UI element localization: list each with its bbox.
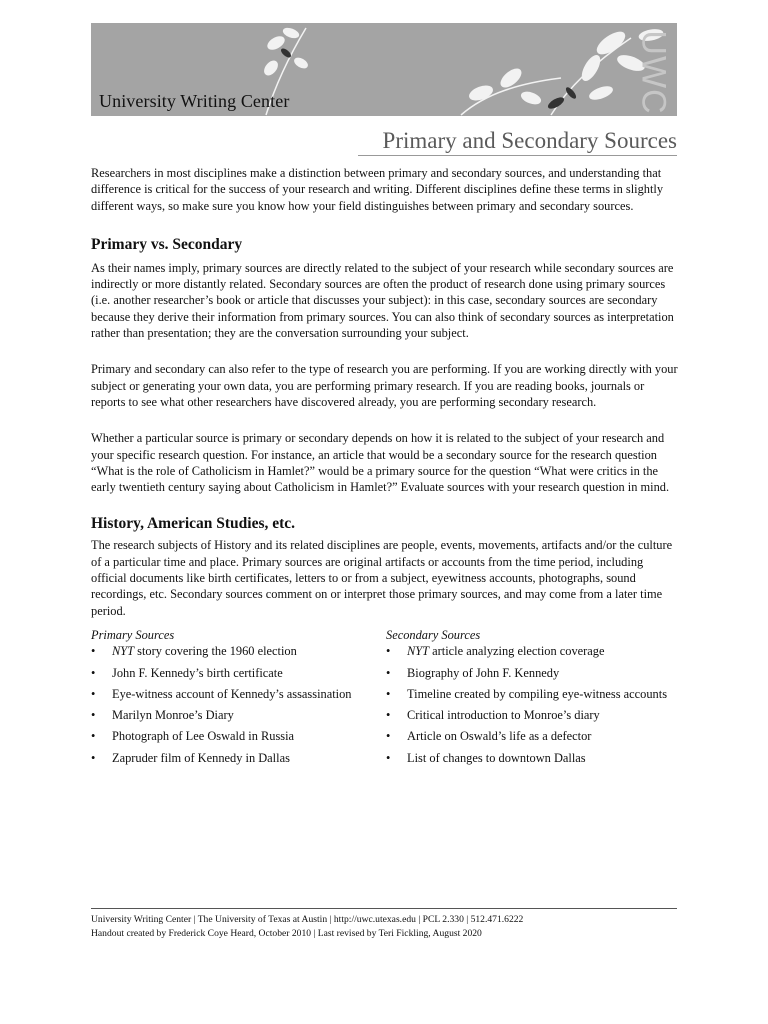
list-item: • Critical introduction to Monroe’s diary [386,707,681,723]
primary-sources-heading: Primary Sources [91,627,175,642]
section-heading-history: History, American Studies, etc. [91,515,296,533]
section1-paragraph-2: Primary and secondary can also refer to the type of research you are performing. If you are working directly with your subject or generating your own data, you are performing primary research. If you are reading books, journals or reports to see what other researchers have discovered already, you are performing secondary research. [91,362,678,409]
title-rule [358,155,677,156]
sources-columns [91,627,681,771]
footer [91,913,523,941]
footer-rule [91,908,677,909]
uwc-logo: UWC [634,30,673,115]
list-item: • NYT article analyzing election coverage [386,643,681,659]
footer-contact-line: University Writing Center | The University of Texas at Austin | http://uwc.utexas.edu | PCL 2.330 | 512.471.6222 [91,914,524,925]
list-item: • List of changes to downtown Dallas [386,750,681,766]
header-banner [91,23,677,116]
list-item: • Article on Oswald’s life as a defector [386,728,681,744]
primary-sources-column [91,627,386,771]
section2-paragraph: The research subjects of History and its related disciplines are people, events, movements, artifacts and/or the culture of a particular time and place. Primary sources are original artifacts or accounts from the time period, including official documents like birth certificates, letters to or from a subject, eyewitness accounts, photographs, sound recordings, etc. Secondary sources comment on or interpret those primary sources, and may come from a later time period. [91,538,673,618]
org-name: University Writing Center [99,91,290,111]
list-item: • Biography of John F. Kennedy [386,665,681,681]
section1-paragraph-1: As their names imply, primary sources are directly related to the subject of your research while secondary sources are indirectly or more distantly related. Secondary sources are often the product of research done using primary sources (i.e. another researcher’s book or article that discusses your subject): in this case, secondary sources are secondary because they derive their information from primary sources. You can also think of secondary sources as interpretation rather than presentation; they are the conversation surrounding your subject. [91,260,674,341]
list-item: • Photograph of Lee Oswald in Russia [91,728,386,744]
list-item: • John F. Kennedy’s birth certificate [91,665,386,681]
list-item: • Zapruder film of Kennedy in Dallas [91,750,386,766]
footer-credit-line: Handout created by Frederick Coye Heard, October 2010 | Last revised by Teri Fickling, August 2020 [91,928,482,939]
page-title: Primary and Secondary Sources [382,128,677,153]
section1-paragraph-3: Whether a particular source is primary or secondary depends on how it is related to the subject of your research and your specific research question. For instance, an article that would be a secondary source for the research question “What is the role of Catholicism in Hamlet?” would be a primary source for the question “What were critics in the early twentieth century saying about Catholicism in Hamlet?” Evaluate sources with your research question in mind. [91,431,670,495]
list-item: • NYT story covering the 1960 election [91,643,386,659]
secondary-sources-list [386,643,681,766]
section-heading-primary-vs-secondary: Primary vs. Secondary [91,235,243,253]
intro-paragraph: Researchers in most disciplines make a distinction between primary and secondary sources, and understanding that difference is critical for the success of your research and writing. Different disciplines define these terms in slightly different ways, so make sure you know how your field distinguishes between primary and secondary sources. [91,166,664,213]
list-item: • Timeline created by compiling eye-witness accounts [386,686,681,702]
secondary-sources-heading: Secondary Sources [386,627,481,642]
secondary-sources-column [386,627,681,771]
main-content [91,165,681,771]
list-item: • Eye-witness account of Kennedy’s assassination [91,686,386,702]
primary-sources-list [91,643,386,766]
list-item: • Marilyn Monroe’s Diary [91,707,386,723]
